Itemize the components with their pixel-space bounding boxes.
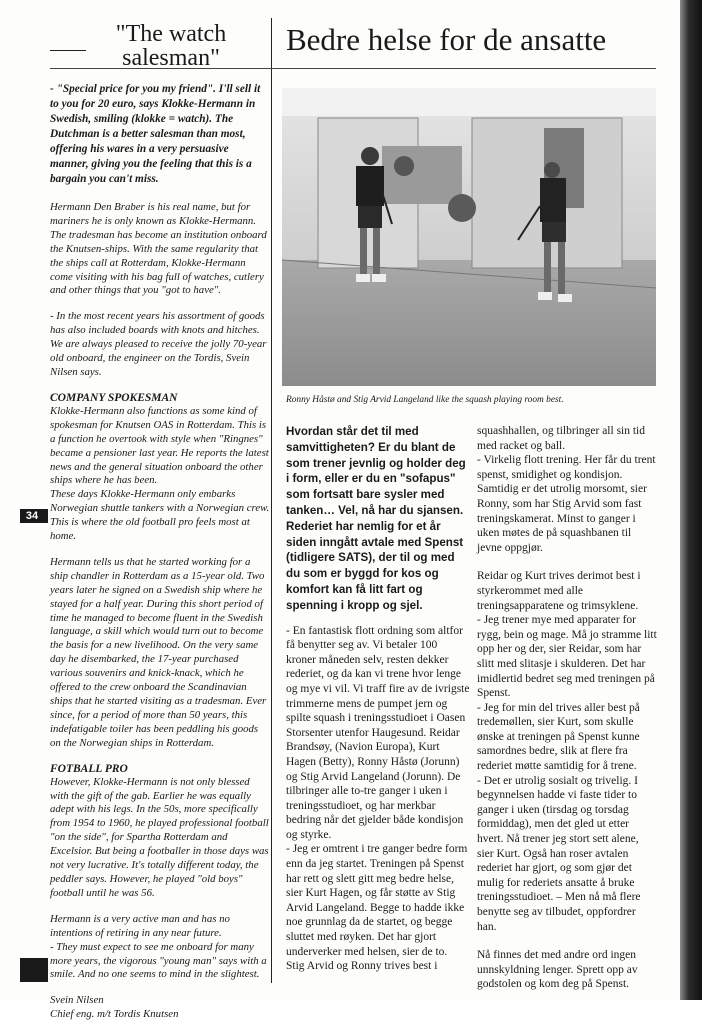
signature-name: Svein Nilsen (50, 994, 104, 1007)
subheading-football-pro: FOTBALL PRO (50, 762, 128, 775)
body-paragraph: Nå finnes det med andre ord ingen unnskyldning lenger. Sprett opp av godstolen og kom deg på Spenst. (477, 949, 638, 991)
body-paragraph: squashhallen, og tilbringer all sin tid med racket og ball. (477, 425, 646, 452)
left-article-lead: - "Special price for you my friend". I'll sell it to you for 20 euro, says Klokke-Hermann in Swedish, smiling (klokke = watch). The Dutchman is a better salesman than most, offering his wares in a very persuasive manner, giving you the feeling that this is a bargain you can't miss. (50, 83, 261, 185)
page-binding-shadow (680, 0, 702, 1000)
right-article-column-1 (286, 424, 470, 974)
column-divider (271, 18, 272, 983)
left-article-title: "The watch salesman" (115, 21, 227, 71)
body-paragraph: - Det er utrolig sosialt og trivelig. I begynnelsen hadde vi faste tider to ganger i uken (tirsdag og torsdag formiddag), men det gled ut etter hvert. Nå trener jeg stort sett alene, sier Kurt. Også han roser avtalen rederiet har gjort, og som gjør det mulig for rederiets ansatte å bruke treningsstudioet. – Men nå må flere benytte seg av tilbudet, oppfordrer han. (477, 774, 641, 933)
left-article-body (50, 82, 270, 1022)
signature-role: Chief eng. m/t Tordis Knutsen (50, 1008, 179, 1021)
left-paragraph: However, Klokke-Hermann is not only blessed with the gift of the gab. Earlier he was equally adept with his legs. In the 50s, more specifically from 1954 to 1960, he played professional football "on the side", for Spartha Rotterdam and Excelsior. But being a footballer in those days was not very lucrative. It's totally different today, the peddler says. However, he played "old boys" football until he was 56. (50, 775, 269, 899)
left-paragraph: - They must expect to see me onboard for many more years, the vigorous "young man" says with a smile. And no one seems to mind in the slightest. (50, 940, 267, 981)
subheading-company-spokesman: COMPANY SPOKESMAN (50, 391, 178, 404)
left-paragraph: These days Klokke-Hermann only embarks Norwegian shuttle tankers with a Norwegian crew. This is where the old football pro feels most at home. (50, 488, 270, 543)
left-paragraph: Hermann is a very active man and has no intentions of retiring in any near future. (50, 912, 230, 939)
left-paragraph: Hermann Den Braber is his real name, but for mariners he is only known as Klokke-Hermann. The tradesman has become an institution onboard the Knutsen-ships. With the same regularity that the ships call at Rotterdam, Klokke-Hermann come visiting with his bag full of watches, cutlery and other things that you "got to have". (50, 201, 267, 297)
body-paragraph: - Virkelig flott trening. Her får du trent spenst, smidighet og kondisjon. Samtidig er det utrolig morsomt, sier Ronny, som har Stig Arvid som fast treningskamerat. Minst to ganger i uken møtes de på squashbanen til jevne oppgjør. (477, 454, 656, 554)
left-paragraph: Klokke-Hermann also functions as some kind of spokesman for Knutsen OAS in Rotterdam. This is a function he overtook with style when "Ringnes" became a pensioner last year. He reports the latest news and the general situation onboard the other ships where he has been. (50, 404, 269, 487)
left-paragraph: Hermann tells us that he started working for a ship chandler in Rotterdam as a 15-year old. Two years later he signed on a Swedish ship where he stayed for a half year. During this short period of time he managed to become fluent in the Swedish language, a skill which would turn out to become the basis for a new livelihood. On the very same day he disembarked, the 17-year purchased various souvenirs and knick-knack, which he offered to the crew onboard the Scandinavian ships that he started visiting as a tradesman. Ever since, for a period of more than 50 years, this indefatigable toiler has been peddling his goods on the Norwegian ships in Rotterdam. (50, 555, 267, 749)
squash-court-illustration (282, 88, 656, 386)
margin-bar (44, 509, 48, 523)
page-number: 34 (20, 509, 44, 523)
right-article-intro: Hvordan står det til med samvittigheten? Er du blant de som trener jevnlig og holder deg i form, eller er du en "sofapus" som fortsatt bare sysler med tanken… Vel, nå har du sjansen. Rederiet har nemlig for et år siden inngått avtale med Spenst (tidligere SATS), der til og med du som er byggd for kos og komfort kan få litt fart og spenning i kropp og sjel. (286, 425, 466, 612)
left-paragraph: - In the most recent years his assortment of goods has also included boards with knots and hitches. We are always pleased to receive the jolly 70-year old onboard, the engineer on the Tordis, Svein Nilsen says. (50, 310, 267, 378)
body-paragraph: - Jeg er omtrent i tre ganger bedre form enn da jeg startet. Treningen på Spenst har rett og slett gitt meg bedre helse, sier Kurt Hagen, og får støtte av Stig Arvid Langeland. Begge to hadde ikke noe grunnlag da de startet, og begge sluttet med røyken. Det har gjort underverker med helsen, sier de to. (286, 843, 468, 958)
body-paragraph: Stig Arvid og Ronny trives best i (286, 960, 438, 973)
right-article-title: Bedre helse for de ansatte (286, 22, 607, 57)
margin-bar (20, 958, 48, 982)
body-paragraph: - En fantastisk flott ordning som altfor få benytter seg av. Vi betaler 100 kroner måneden selv, resten dekker rederiet, og da kan vi trene hvor lenge og mye vi vil. Vi traff fire av de ivrigste trimmerne mens de pumpet jern og spilte squash i treningsstudioet i Oasen Storsenter utenfor Haugesund. Reidar Brandsøy, (Navion Europa), Kurt Hagen (Betty), Ronny Håstø (Jorunn) og Stig Arvid Langeland (Jorunn). De tilbringer alle to-tre ganger i uken i treningsstudioet, og har merkbar bedring når det gjelder både kondisjon og styrke. (286, 624, 470, 841)
body-paragraph: Reidar og Kurt trives derimot best i styrkerommet med alle treningsapparatene og trimsyklene. (477, 570, 641, 612)
photo-caption: Ronny Håstø and Stig Arvid Langeland like the squash playing room best. (286, 395, 564, 405)
body-paragraph: - Jeg for min del trives aller best på tredemøllen, sier Kurt, som skulle ønske at treningen på Spenst kunne samordnes bedre, slik at flere fra rederiet møtte samtidig for å trene. (477, 701, 640, 773)
squash-photo (282, 88, 656, 386)
body-paragraph: - Jeg trener mye med apparater for rygg, bein og mage. Må jo stramme litt opp her og der, sier Reidar, som har slitt med slitasje i skulderen. Det har imidlertid bedret seg med treningen på Spenst. (477, 614, 657, 700)
header-rule-left (50, 50, 86, 51)
right-article-column-2 (477, 424, 657, 992)
